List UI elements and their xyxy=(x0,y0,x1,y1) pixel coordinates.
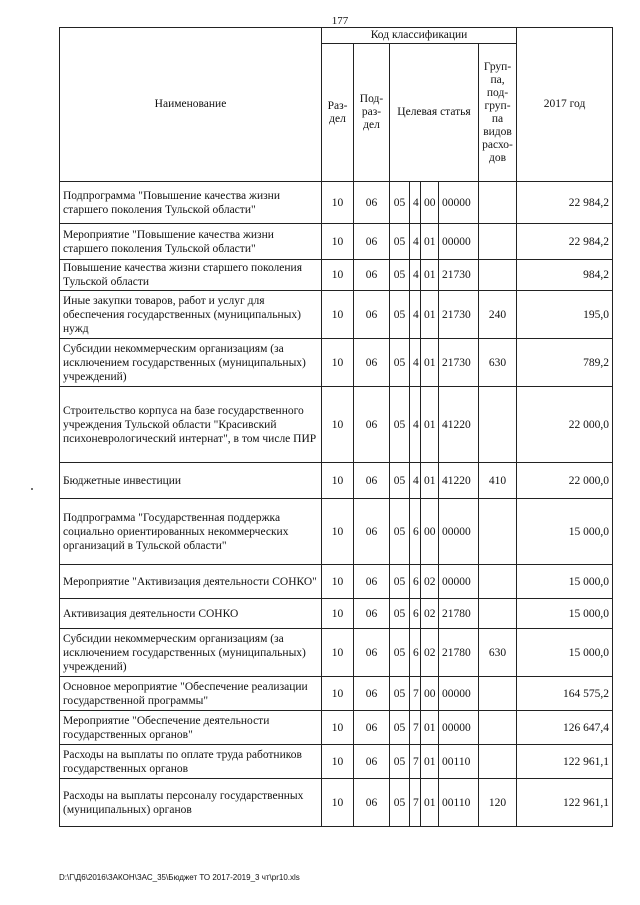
row-amount: 22 984,2 xyxy=(517,182,613,224)
row-podrazdel: 06 xyxy=(354,291,390,339)
row-target-program: 05 xyxy=(390,745,410,779)
row-amount: 126 647,4 xyxy=(517,711,613,745)
row-target-subprogram: 7 xyxy=(410,711,421,745)
row-target-event: 02 xyxy=(421,599,439,629)
row-target-code: 00000 xyxy=(439,711,479,745)
row-target-event: 02 xyxy=(421,565,439,599)
row-target-code: 00000 xyxy=(439,565,479,599)
row-name: Мероприятие "Активизация деятельности СОНКО" xyxy=(60,565,322,599)
row-razdel: 10 xyxy=(322,711,354,745)
row-target-code: 21730 xyxy=(439,260,479,291)
row-expense-group: 410 xyxy=(479,463,517,499)
row-razdel: 10 xyxy=(322,499,354,565)
row-expense-group xyxy=(479,711,517,745)
row-name: Подпрограмма "Повышение качества жизни старшего поколения Тульской области" xyxy=(60,182,322,224)
row-name: Основное мероприятие "Обеспечение реализации государственной программы" xyxy=(60,677,322,711)
row-razdel: 10 xyxy=(322,779,354,827)
header-target-article: Целевая статья xyxy=(390,44,479,182)
row-name: Иные закупки товаров, работ и услуг для обеспечения государственных (муниципальных) нужд xyxy=(60,291,322,339)
row-target-subprogram: 4 xyxy=(410,182,421,224)
row-razdel: 10 xyxy=(322,677,354,711)
row-target-subprogram: 4 xyxy=(410,463,421,499)
row-name: Мероприятие "Повышение качества жизни старшего поколения Тульской области" xyxy=(60,224,322,260)
row-expense-group xyxy=(479,565,517,599)
page-number: 177 xyxy=(331,15,349,27)
row-razdel: 10 xyxy=(322,224,354,260)
row-target-code: 00000 xyxy=(439,224,479,260)
table-row xyxy=(60,291,613,339)
file-path-footer: D:\Г\Д6\2016\ЗАКОН\ЗАС_35\Бюджет ТО 2017-2019_3 чт\pr10.xls xyxy=(59,873,300,882)
row-target-code: 21780 xyxy=(439,629,479,677)
row-target-program: 05 xyxy=(390,499,410,565)
row-target-code: 00110 xyxy=(439,779,479,827)
row-name: Активизация деятельности СОНКО xyxy=(60,599,322,629)
row-podrazdel: 06 xyxy=(354,599,390,629)
row-podrazdel: 06 xyxy=(354,677,390,711)
row-target-program: 05 xyxy=(390,677,410,711)
row-target-program: 05 xyxy=(390,711,410,745)
row-podrazdel: 06 xyxy=(354,499,390,565)
row-name: Мероприятие "Обеспечение деятельности государственных органов" xyxy=(60,711,322,745)
row-target-program: 05 xyxy=(390,387,410,463)
row-expense-group: 630 xyxy=(479,339,517,387)
row-expense-group xyxy=(479,745,517,779)
row-name: Субсидии некоммерческим организациям (за исключением государственных (муниципальных) учреждений) xyxy=(60,629,322,677)
row-amount: 22 984,2 xyxy=(517,224,613,260)
row-razdel: 10 xyxy=(322,745,354,779)
row-podrazdel: 06 xyxy=(354,711,390,745)
row-target-event: 02 xyxy=(421,629,439,677)
row-podrazdel: 06 xyxy=(354,779,390,827)
row-expense-group xyxy=(479,599,517,629)
row-expense-group: 240 xyxy=(479,291,517,339)
table-row xyxy=(60,260,613,291)
table-row xyxy=(60,779,613,827)
row-target-program: 05 xyxy=(390,463,410,499)
row-razdel: 10 xyxy=(322,629,354,677)
table-row xyxy=(60,463,613,499)
row-target-subprogram: 4 xyxy=(410,387,421,463)
row-amount: 15 000,0 xyxy=(517,599,613,629)
row-podrazdel: 06 xyxy=(354,565,390,599)
row-name: Расходы на выплаты по оплате труда работников государственных органов xyxy=(60,745,322,779)
table-row xyxy=(60,387,613,463)
row-expense-group xyxy=(479,677,517,711)
row-amount: 164 575,2 xyxy=(517,677,613,711)
scan-speck xyxy=(31,488,33,490)
row-name: Строительство корпуса на базе государственного учреждения Тульской области "Красивский психоневрологический интернат", в том числе ПИР xyxy=(60,387,322,463)
row-target-subprogram: 6 xyxy=(410,629,421,677)
row-podrazdel: 06 xyxy=(354,387,390,463)
row-amount: 15 000,0 xyxy=(517,565,613,599)
row-target-event: 00 xyxy=(421,182,439,224)
row-razdel: 10 xyxy=(322,260,354,291)
row-target-event: 01 xyxy=(421,745,439,779)
row-razdel: 10 xyxy=(322,565,354,599)
row-name: Повышение качества жизни старшего поколения Тульской области xyxy=(60,260,322,291)
row-target-event: 01 xyxy=(421,711,439,745)
row-target-subprogram: 4 xyxy=(410,291,421,339)
row-target-subprogram: 6 xyxy=(410,565,421,599)
row-target-program: 05 xyxy=(390,224,410,260)
table-row xyxy=(60,599,613,629)
row-expense-group xyxy=(479,260,517,291)
row-expense-group: 120 xyxy=(479,779,517,827)
row-amount: 122 961,1 xyxy=(517,779,613,827)
row-podrazdel: 06 xyxy=(354,182,390,224)
row-target-program: 05 xyxy=(390,565,410,599)
row-amount: 789,2 xyxy=(517,339,613,387)
header-group: Груп- па, под- груп- па видов расхо- дов xyxy=(479,44,517,182)
row-target-event: 01 xyxy=(421,779,439,827)
row-target-code: 21780 xyxy=(439,599,479,629)
row-amount: 15 000,0 xyxy=(517,499,613,565)
table-row xyxy=(60,499,613,565)
row-expense-group xyxy=(479,387,517,463)
table-row xyxy=(60,711,613,745)
row-target-program: 05 xyxy=(390,182,410,224)
row-razdel: 10 xyxy=(322,599,354,629)
row-target-event: 01 xyxy=(421,463,439,499)
row-target-event: 00 xyxy=(421,499,439,565)
row-target-program: 05 xyxy=(390,629,410,677)
row-target-event: 01 xyxy=(421,291,439,339)
header-razdel: Раз- дел xyxy=(322,44,354,182)
row-razdel: 10 xyxy=(322,339,354,387)
row-target-subprogram: 4 xyxy=(410,224,421,260)
row-amount: 195,0 xyxy=(517,291,613,339)
row-podrazdel: 06 xyxy=(354,260,390,291)
row-target-subprogram: 4 xyxy=(410,339,421,387)
row-razdel: 10 xyxy=(322,291,354,339)
row-expense-group xyxy=(479,182,517,224)
row-name: Субсидии некоммерческим организациям (за исключением государственных (муниципальных) учреждений) xyxy=(60,339,322,387)
row-name: Подпрограмма "Государственная поддержка социально ориентированных некоммерческих организаций в Тульской области" xyxy=(60,499,322,565)
row-razdel: 10 xyxy=(322,182,354,224)
table-row xyxy=(60,745,613,779)
row-target-subprogram: 6 xyxy=(410,499,421,565)
row-target-event: 01 xyxy=(421,260,439,291)
row-expense-group: 630 xyxy=(479,629,517,677)
row-target-code: 41220 xyxy=(439,463,479,499)
row-target-program: 05 xyxy=(390,260,410,291)
row-razdel: 10 xyxy=(322,387,354,463)
row-target-code: 00000 xyxy=(439,499,479,565)
table-row xyxy=(60,629,613,677)
row-expense-group xyxy=(479,499,517,565)
row-target-program: 05 xyxy=(390,599,410,629)
row-podrazdel: 06 xyxy=(354,629,390,677)
row-target-program: 05 xyxy=(390,779,410,827)
row-target-code: 00110 xyxy=(439,745,479,779)
row-target-code: 00000 xyxy=(439,182,479,224)
table-row xyxy=(60,339,613,387)
header-code-classification: Код классификации xyxy=(322,28,517,44)
row-target-subprogram: 4 xyxy=(410,260,421,291)
row-name: Бюджетные инвестиции xyxy=(60,463,322,499)
row-amount: 15 000,0 xyxy=(517,629,613,677)
table-row xyxy=(60,224,613,260)
budget-table xyxy=(59,27,613,827)
row-target-subprogram: 7 xyxy=(410,779,421,827)
row-name: Расходы на выплаты персоналу государственных (муниципальных) органов xyxy=(60,779,322,827)
row-target-subprogram: 7 xyxy=(410,745,421,779)
row-target-code: 21730 xyxy=(439,291,479,339)
row-amount: 122 961,1 xyxy=(517,745,613,779)
row-target-code: 00000 xyxy=(439,677,479,711)
row-podrazdel: 06 xyxy=(354,745,390,779)
table-row xyxy=(60,677,613,711)
row-razdel: 10 xyxy=(322,463,354,499)
row-target-subprogram: 6 xyxy=(410,599,421,629)
row-target-subprogram: 7 xyxy=(410,677,421,711)
row-target-event: 01 xyxy=(421,224,439,260)
row-target-event: 01 xyxy=(421,387,439,463)
row-target-program: 05 xyxy=(390,339,410,387)
row-amount: 22 000,0 xyxy=(517,463,613,499)
row-target-event: 00 xyxy=(421,677,439,711)
row-amount: 22 000,0 xyxy=(517,387,613,463)
row-target-program: 05 xyxy=(390,291,410,339)
table-row xyxy=(60,182,613,224)
row-target-code: 41220 xyxy=(439,387,479,463)
row-expense-group xyxy=(479,224,517,260)
header-podrazdel: Под- раз- дел xyxy=(354,44,390,182)
header-year: 2017 год xyxy=(517,28,613,182)
row-podrazdel: 06 xyxy=(354,339,390,387)
row-podrazdel: 06 xyxy=(354,224,390,260)
row-target-code: 21730 xyxy=(439,339,479,387)
row-amount: 984,2 xyxy=(517,260,613,291)
row-podrazdel: 06 xyxy=(354,463,390,499)
row-target-event: 01 xyxy=(421,339,439,387)
table-row xyxy=(60,565,613,599)
header-name: Наименование xyxy=(60,28,322,182)
